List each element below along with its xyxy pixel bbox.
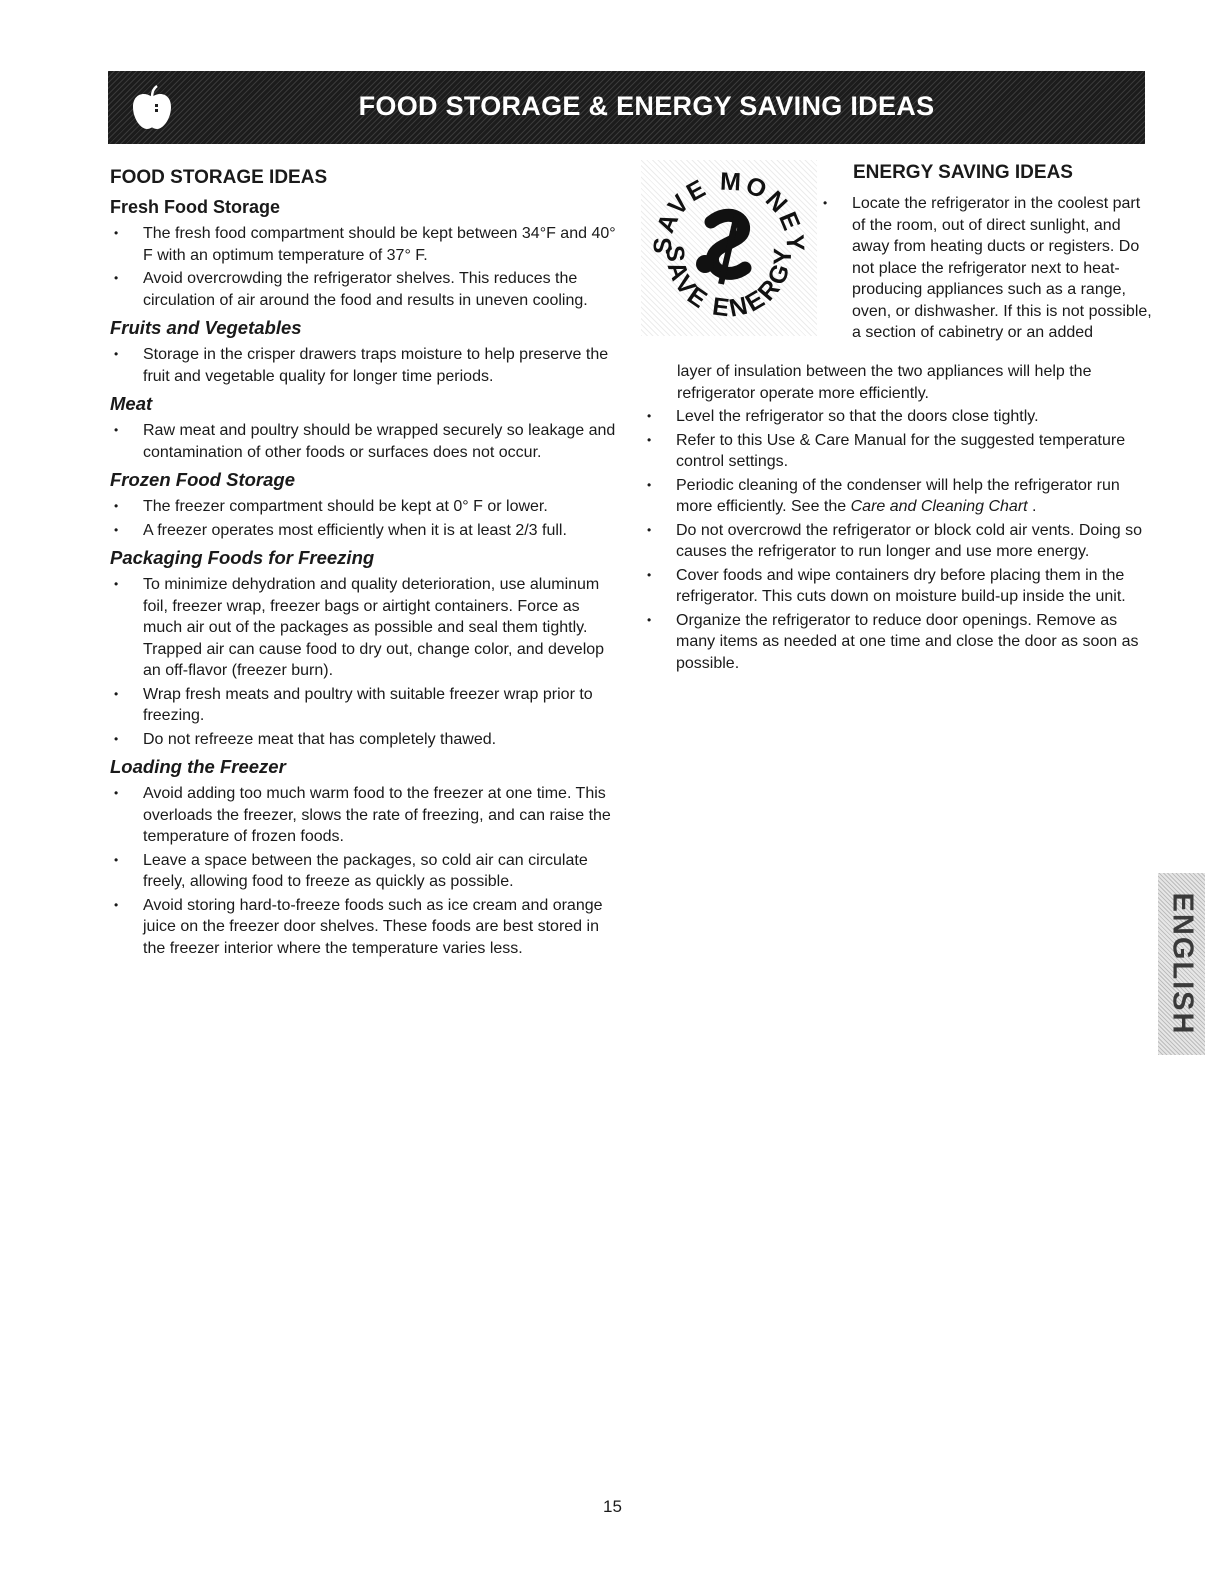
list-item: • Raw meat and poultry should be wrapped securely so leakage and contamination of other foods or surfaces does not occur. — [108, 420, 623, 463]
energy-header-block — [641, 160, 1151, 365]
list-item: • A freezer operates most efficiently when it is at least 2/3 full. — [108, 520, 623, 542]
loading-heading: Loading the Freezer — [110, 756, 286, 777]
energy-first-item-continued: layer of insulation between the two appliances will help the refrigerator operate more efficiently. — [677, 363, 1092, 402]
frozen-heading: Frozen Food Storage — [110, 469, 295, 490]
page-number: 15 — [603, 1497, 622, 1516]
energy-saving-heading: ENERGY SAVING IDEAS — [853, 162, 1073, 183]
list-item: • Organize the refrigerator to reduce door openings. Remove as many items as needed at one time and close the door as soon as possible. — [641, 610, 1151, 675]
list-item: • Do not refreeze meat that has completely thawed. — [108, 729, 623, 751]
page-title: FOOD STORAGE & ENERGY SAVING IDEAS — [358, 91, 935, 121]
fresh-food-heading: Fresh Food Storage — [110, 197, 281, 217]
condenser-text: Periodic cleaning of the condenser will help the refrigerator run more efficiently. See the — [676, 476, 1120, 515]
food-storage-heading: FOOD STORAGE IDEAS — [110, 167, 328, 188]
list-item: • Avoid overcrowding the refrigerator shelves. This reduces the circulation of air around the food and results in uneven cooling. — [108, 268, 623, 311]
care-cleaning-reference: Care and Cleaning Chart — [850, 498, 1028, 515]
fruits-heading: Fruits and Vegetables — [110, 317, 302, 338]
list-item: • Locate the refrigerator in the coolest part of the room, out of direct sunlight, and away from heating ducts or registers. Do not place the refrigerator next to heat-producing appliances such as a range, oven, or dishwasher. If this is not possible, a section of cabinetry or an added — [817, 193, 1152, 344]
list-item: • The freezer compartment should be kept at 0° F or lower. — [108, 496, 623, 518]
list-item: • Leave a space between the packages, so cold air can circulate freely, allowing food to freeze as quickly as possible. — [108, 850, 623, 893]
condenser-text-end: . — [1027, 498, 1037, 515]
meat-list — [108, 420, 623, 463]
dollar-plug-icon — [696, 214, 745, 284]
language-tab-label: ENGLISH — [1166, 892, 1198, 1036]
packaging-list — [108, 574, 623, 750]
logo-top-text: SAVE MONEY — [648, 167, 810, 255]
food-storage-column — [108, 160, 623, 963]
fresh-food-list — [108, 223, 623, 311]
list-item: • Wrap fresh meats and poultry with suitable freezer wrap prior to freezing. — [108, 684, 623, 727]
list-item: • Storage in the crisper drawers traps moisture to help preserve the fruit and vegetable quality for longer time periods. — [108, 344, 623, 387]
language-tab — [1158, 873, 1205, 1055]
loading-list — [108, 783, 623, 959]
energy-first-item — [817, 193, 1152, 346]
section-banner — [108, 71, 1145, 144]
packaging-heading: Packaging Foods for Freezing — [110, 547, 375, 568]
list-item: • Level the refrigerator so that the doors close tightly. — [641, 406, 1151, 428]
list-item: • Avoid storing hard-to-freeze foods such as ice cream and orange juice on the freezer door shelves. These foods are best stored in the freezer interior where the temperature varies less. — [108, 895, 623, 960]
energy-list — [641, 406, 1151, 674]
energy-saving-column — [641, 160, 1151, 676]
list-item: • Cover foods and wipe containers dry before placing them in the refrigerator. This cuts down on moisture build-up inside the unit. — [641, 565, 1151, 608]
list-item: • Do not overcrowd the refrigerator or block cold air vents. Doing so causes the refrigerator to run longer and use more energy. — [641, 520, 1151, 563]
list-item: • To minimize dehydration and quality deterioration, use aluminum foil, freezer wrap, freezer bags or airtight containers. Force as much air out of the packages as possible and seal them tightly. Trapped air can cause food to dry out, change color, and develop an off-flavor (freezer burn). — [108, 574, 623, 682]
list-item: • The fresh food compartment should be kept between 34°F and 40° F with an optimum temperature of 37° F. — [108, 223, 623, 266]
meat-heading: Meat — [110, 393, 153, 414]
save-money-energy-logo — [641, 160, 817, 336]
frozen-list — [108, 496, 623, 541]
fruits-list — [108, 344, 623, 387]
list-item: • Avoid adding too much warm food to the freezer at one time. This overloads the freezer, slows the rate of freezing, and can raise the temperature of frozen foods. — [108, 783, 623, 848]
logo-bottom-text: SAVE ENERGY — [660, 244, 798, 323]
list-item: • Refer to this Use & Care Manual for the suggested temperature control settings. — [641, 430, 1151, 473]
list-item — [641, 475, 1151, 518]
